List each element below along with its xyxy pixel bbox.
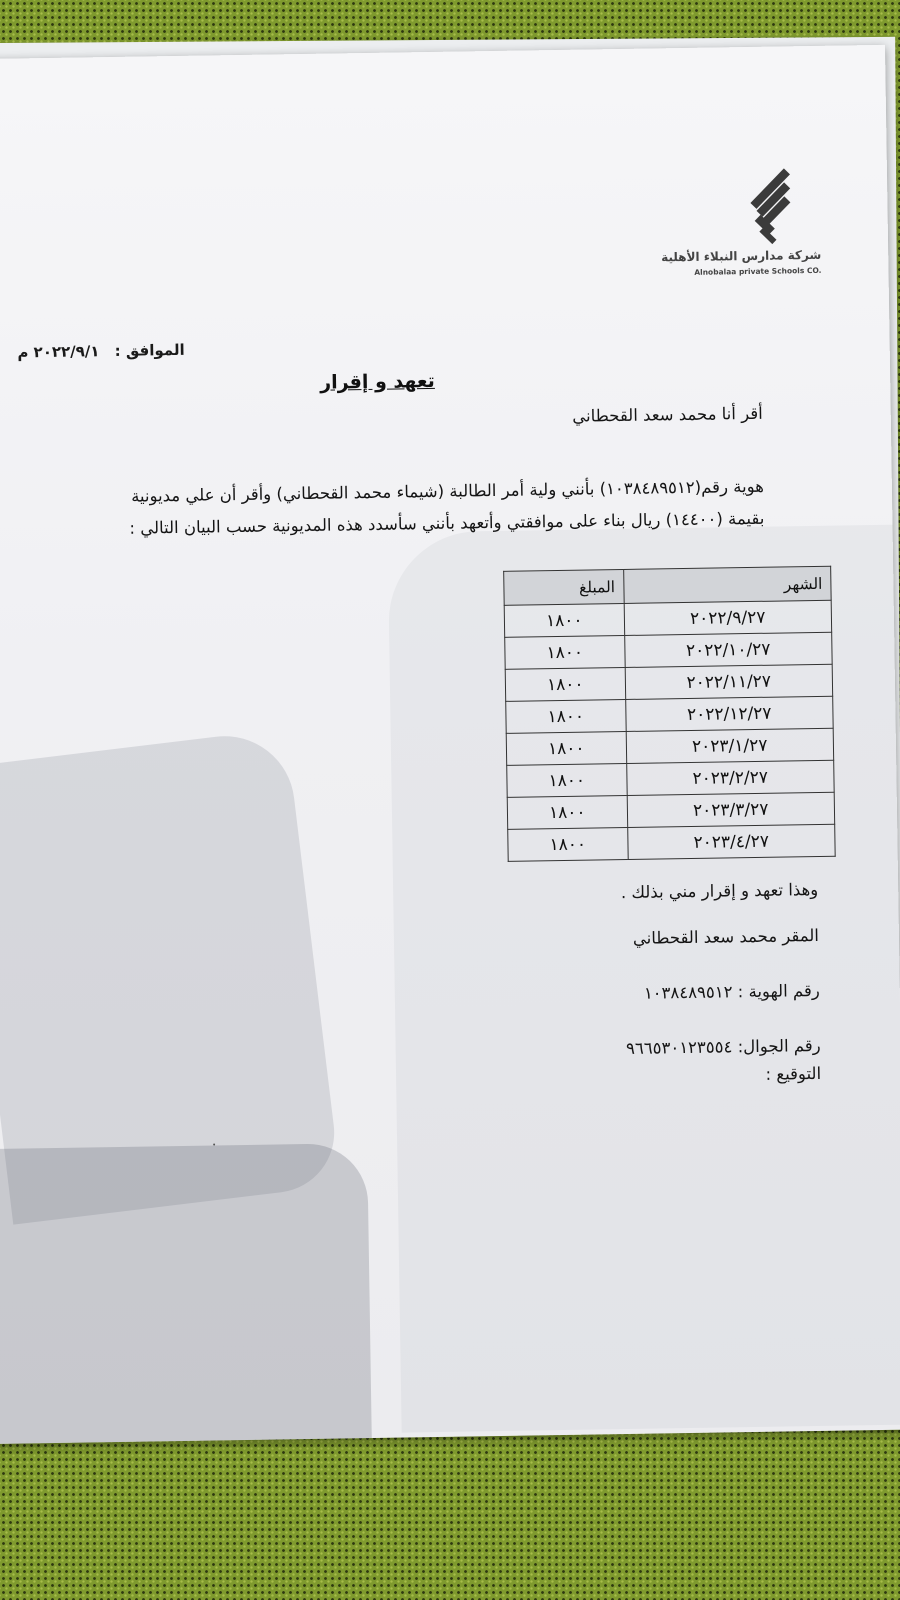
month-cell: ٢٠٢٢/٩/٢٧	[624, 600, 832, 635]
date-value: ٢٠٢٢/٩/١ م	[17, 342, 100, 362]
body-line-3: بقيمة (١٤٤٠٠) ريال بناء على موافقتي وأتعهد بأنني سأسدد هذه المديونية حسب البيان التالي :	[129, 508, 765, 538]
month-cell: ٢٠٢٣/٤/٢٧	[627, 824, 835, 859]
amount-cell: ١٨٠٠	[504, 603, 624, 637]
body-line-2: هوية رقم(١٠٣٨٤٨٩٥١٢) بأنني ولية أمر الطالبة (شيماء محمد القحطاني) وأقر أن علي مديونية	[130, 476, 765, 506]
phone-label: رقم الجوال:	[737, 1035, 821, 1057]
phone-line	[626, 1036, 821, 1058]
amount-cell: ١٨٠٠	[505, 667, 625, 701]
table-row	[506, 696, 833, 733]
id-value: ١٠٣٨٤٨٩٥١٢	[643, 982, 733, 1003]
company-name-arabic: شركة مدارس النبلاء الأهلية	[661, 247, 822, 265]
company-name-english: Alnobalaa private Schools CO.	[694, 265, 822, 277]
document-title: تعهد و إقرار	[320, 369, 435, 394]
table-row	[505, 632, 832, 669]
amount-cell: ١٨٠٠	[507, 795, 627, 829]
signer-name: المقر محمد سعد القحطاني	[632, 925, 820, 948]
company-logo-mark-icon	[744, 168, 793, 247]
shadow	[0, 1143, 372, 1444]
amount-cell: ١٨٠٠	[505, 635, 625, 669]
table-header-row	[504, 566, 831, 605]
amount-cell: ١٨٠٠	[508, 827, 628, 861]
table-row	[504, 600, 831, 637]
payment-schedule-table	[503, 566, 836, 862]
signature-label: التوقيع :	[765, 1063, 822, 1084]
phone-value: ٩٦٦٥٣٠١٢٣٥٥٤	[625, 1037, 733, 1059]
document-date	[17, 341, 185, 362]
closing-statement: وهذا تعهد و إقرار مني بذلك .	[620, 879, 819, 903]
company-logo	[661, 168, 844, 280]
month-cell: ٢٠٢٣/٣/٢٧	[627, 792, 835, 827]
month-cell: ٢٠٢٢/١١/٢٧	[625, 664, 833, 699]
table-row	[506, 728, 833, 765]
header-amount: المبلغ	[504, 569, 624, 605]
month-cell: ٢٠٢٣/٢/٢٧	[626, 760, 834, 795]
id-label: رقم الهوية :	[737, 980, 820, 1002]
header-month: الشهر	[623, 566, 831, 603]
amount-cell: ١٨٠٠	[506, 699, 626, 733]
amount-cell: ١٨٠٠	[507, 763, 627, 797]
ink-speck	[213, 1143, 215, 1145]
body-line-1: أقر أنا محمد سعد القحطاني	[572, 403, 763, 426]
table-row	[505, 664, 832, 701]
month-cell: ٢٠٢٢/١٢/٢٧	[625, 696, 833, 731]
id-line	[644, 981, 820, 1003]
date-label: الموافق :	[114, 340, 185, 360]
table-row	[508, 824, 835, 861]
document-sheet	[0, 45, 900, 1444]
table-row	[507, 792, 834, 829]
month-cell: ٢٠٢٢/١٠/٢٧	[624, 632, 832, 667]
amount-cell: ١٨٠٠	[506, 731, 626, 765]
month-cell: ٢٠٢٣/١/٢٧	[626, 728, 834, 763]
table-row	[507, 760, 834, 797]
